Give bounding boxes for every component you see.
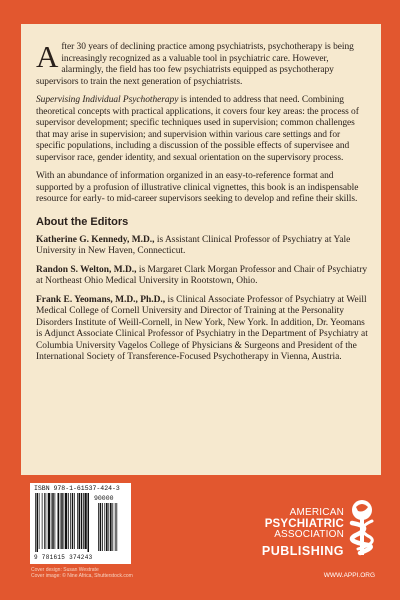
cover-credits	[31, 567, 133, 579]
editor-name: Frank E. Yeomans, M.D., Ph.D.,	[36, 294, 166, 305]
editor-bio-text: is Clinical Associate Professor of Psychiatry at Weill Medical College of Cornell University and Director of Training at the Personality Disorders Institute of Weill-Cornell, in New York, New York. In addition, Dr. Yeomans is Adjunct Associate Clinical Professor of Psychiatry in the Department of Psychiatry at Columbia University Vagelos College of Physicians & Surgeons and President of the International Society of Transference-Focused Psychotherapy in Vienna, Austria.	[36, 294, 368, 362]
isbn-label: ISBN 978-1-61537-424-3	[34, 485, 120, 492]
back-cover-text-panel	[21, 24, 381, 475]
editor-bio	[36, 295, 368, 364]
publisher-wordmark	[246, 508, 344, 558]
book-title: Supervising Individual Psychotherapy	[36, 95, 179, 105]
summary-paragraph: With an abundance of information organized in an easy-to-reference format and supported by a profusion of illustrative clinical vignettes, this book is an indispensable resource for early- to mid-career supervisors seeking to develop and refine their skills.	[36, 171, 359, 204]
editor-name: Randon S. Welton, M.D.,	[36, 264, 137, 275]
about-editors-heading: About the Editors	[36, 215, 129, 228]
editor-bio-text: is Margaret Clark Morgan Professor and Chair of Psychiatry at Northeast Ohio Medical University in Rootstown, Ohio.	[36, 264, 368, 286]
drop-cap: A	[36, 39, 59, 74]
apa-caduceus-logo-icon	[346, 499, 382, 561]
description-text: is intended to address that need. Combining theoretical concepts with practical applications, it covers four key areas: the process of supervisor development; specific techniques used in supervision; common challenges that may arise in supervision; and supervision within various care settings and for specific populations, including a discussion of the possible effects of supervisee and supervisor race, gender identity, and sexual orientation on the supervisory process.	[36, 95, 359, 163]
isbn-barcode	[30, 483, 131, 564]
publisher-line-4: PUBLISHING	[261, 544, 344, 558]
editor-name: Katherine G. Kennedy, M.D.,	[36, 234, 155, 245]
barcode-bars	[33, 493, 128, 553]
publisher-line-2: PSYCHIATRIC	[264, 518, 344, 530]
description-paragraph	[36, 95, 368, 164]
publisher-line-1: AMERICAN	[289, 507, 344, 518]
publisher-url[interactable]: WWW.APPI.ORG	[323, 572, 375, 579]
barcode-digits: 9 781615 374243	[34, 554, 93, 561]
editor-bio-text: is Assistant Clinical Professor of Psychiatry at Yale University in New Haven, Connecticut.	[36, 234, 351, 256]
editor-bio	[36, 235, 368, 258]
cover-design-credit: Cover design: Susan Westrate	[31, 567, 99, 573]
intro-paragraph	[36, 39, 368, 88]
editor-bio	[36, 265, 368, 288]
price-code: 90000	[94, 495, 114, 502]
publisher-line-3: ASSOCIATION	[274, 529, 344, 540]
intro-text: fter 30 years of declining practice among psychiatrists, psychotherapy is being increasingly recognized as a valuable tool in psychiatric care. However, alarmingly, the field has too few psychiatrists equipped as psychotherapy supervisors to train the next generation of psychiatrists.	[36, 42, 354, 87]
cover-image-credit: Cover image: © Nine Africa, Shutterstock.com	[31, 573, 133, 579]
